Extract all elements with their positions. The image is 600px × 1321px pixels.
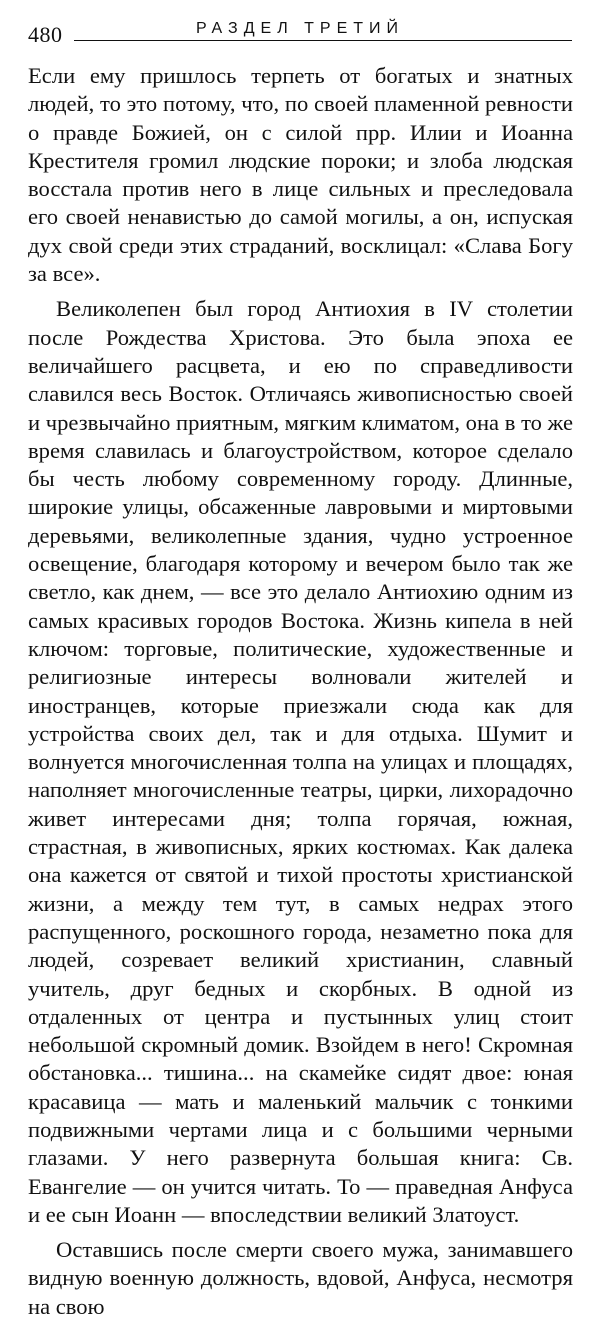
header-rule [74, 40, 572, 41]
page-header [28, 18, 572, 48]
paragraph-antioch: Великолепен был город Антиохия в IV столетии после Рождества Христова. Это была эпоха ее величайшего расцвета, и ею по справедливости славился весь Восток. Отличаясь живописностью своей и чрезвычайно приятным, мягким климатом, она в то же время славилась и благоустройством, которое сделало бы честь любому современному городу. Длинные, широкие улицы, обсаженные лавровыми и миртовыми деревьями, великолепные здания, чудно устроенное освещение, благодаря которому и вечером было так же светло, как днем, — все это делало Антиохию одним из самых красивых городов Востока. Жизнь кипела в ней ключом: торговые, политические, художественные и религиозные интересы волновали жителей и иностранцев, которые приезжали сюда как для устройства своих дел, так и для отдыха. Шумит и волнуется многочисленная толпа на улицах и площадях, наполняет многочисленные театры, цирки, лихорадочно живет интересами дня; толпа горячая, южная, страстная, в живописных, ярких костюмах. Как далека она кажется от святой и тихой простоты христианской жизни, а между тем тут, в самых недрах этого распущенного, роскошного города, незаметно пока для людей, созревает великий христианин, славный учитель, друг бедных и скорбных. В одной из отдаленных от центра и пустынных улиц стоит небольшой скромный домик. Взойдем в него! Скромная обстановка... тишина... на скамейке сидят двое: юная красавица — мать и маленький мальчик с тонкими подвижными чертами лица и с большими черными глазами. У него развернута большая книга: Св. Евангелие — он учится читать. То — праведная Анфуса и ее сын Иоанн — впоследствии великий Златоуст. [28, 296, 573, 1227]
paragraph-widow: Оставшись после смерти своего мужа, занимавшего видную военную должность, вдовой, Анфуса, несмотря на свою [28, 1237, 573, 1319]
body-text [28, 62, 573, 1321]
paragraph-continuation: Если ему пришлось терпеть от богатых и знатных людей, то это потому, что, по своей пламенной ревности о правде Божией, он с силой прр. Илии и Иоанна Крестителя громил людские пороки; и злоба людская восстала против него в лице сильных и преследовала его своей ненавистью до самой могилы, а он, испуская дух свой среди этих страданий, восклицал: «Слава Богу за все». [28, 63, 573, 287]
section-title: РАЗДЕЛ ТРЕТИЙ [186, 20, 414, 38]
page-number: 480 [28, 22, 63, 47]
